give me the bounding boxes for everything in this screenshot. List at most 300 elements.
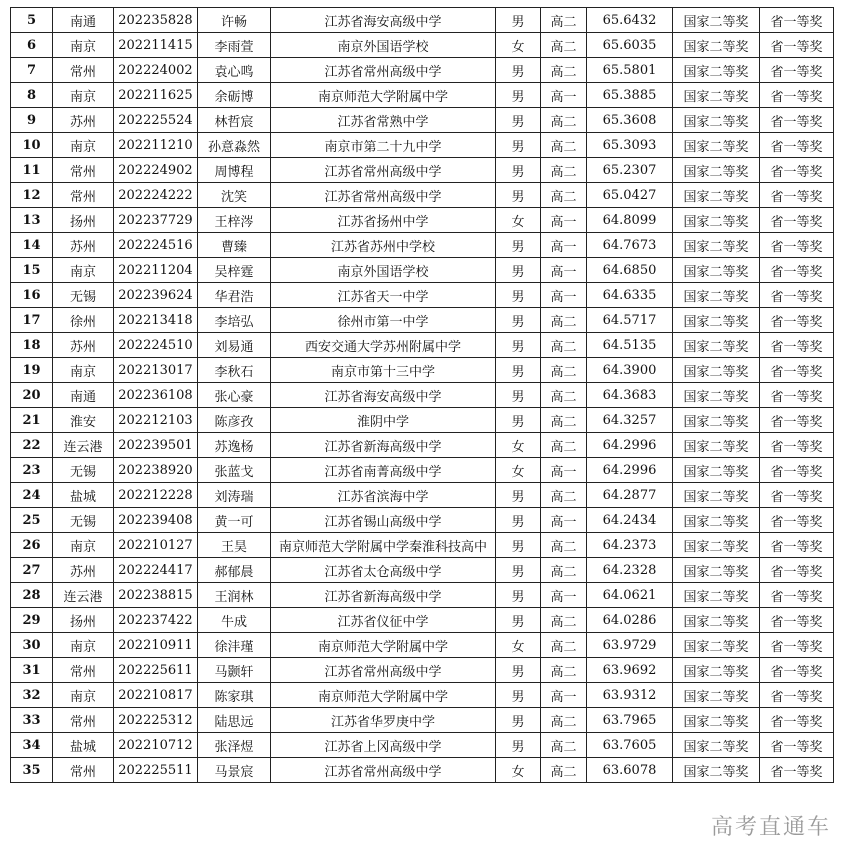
school-cell: 江苏省常州高级中学 (271, 183, 496, 208)
school-cell: 南京外国语学校 (271, 33, 496, 58)
grade-cell: 高二 (541, 33, 587, 58)
score-cell: 65.5801 (587, 58, 673, 83)
name-cell: 黄一可 (198, 508, 271, 533)
exam-id-cell: 202211625 (114, 83, 198, 108)
score-cell: 65.0427 (587, 183, 673, 208)
gender-cell: 男 (496, 358, 541, 383)
table-row (11, 233, 834, 258)
provincial-award-cell: 省一等奖 (760, 583, 834, 608)
national-award-cell: 国家二等奖 (673, 33, 760, 58)
provincial-award-cell: 省一等奖 (760, 733, 834, 758)
exam-id-cell: 202211204 (114, 258, 198, 283)
provincial-award-cell: 省一等奖 (760, 333, 834, 358)
table-row (11, 333, 834, 358)
rank-cell: 6 (11, 33, 53, 58)
rank-cell: 16 (11, 283, 53, 308)
exam-id-cell: 202239408 (114, 508, 198, 533)
school-cell: 江苏省天一中学 (271, 283, 496, 308)
city-cell: 南京 (53, 258, 114, 283)
school-cell: 江苏省新海高级中学 (271, 433, 496, 458)
table-row (11, 258, 834, 283)
table-row (11, 708, 834, 733)
name-cell: 王昊 (198, 533, 271, 558)
national-award-cell: 国家二等奖 (673, 358, 760, 383)
provincial-award-cell: 省一等奖 (760, 283, 834, 308)
rank-cell: 19 (11, 358, 53, 383)
name-cell: 陆思远 (198, 708, 271, 733)
name-cell: 牛成 (198, 608, 271, 633)
exam-id-cell: 202211415 (114, 33, 198, 58)
provincial-award-cell: 省一等奖 (760, 158, 834, 183)
grade-cell: 高二 (541, 633, 587, 658)
national-award-cell: 国家二等奖 (673, 183, 760, 208)
school-cell: 南京市第十三中学 (271, 358, 496, 383)
table-row (11, 183, 834, 208)
name-cell: 许畅 (198, 8, 271, 33)
table-row (11, 658, 834, 683)
school-cell: 南京师范大学附属中学 (271, 633, 496, 658)
name-cell: 徐沣瑾 (198, 633, 271, 658)
gender-cell: 男 (496, 708, 541, 733)
score-cell: 64.5717 (587, 308, 673, 333)
name-cell: 林哲宸 (198, 108, 271, 133)
table-row (11, 583, 834, 608)
name-cell: 马景宸 (198, 758, 271, 783)
name-cell: 刘易通 (198, 333, 271, 358)
grade-cell: 高二 (541, 758, 587, 783)
exam-id-cell: 202225611 (114, 658, 198, 683)
table-row (11, 758, 834, 783)
gender-cell: 女 (496, 633, 541, 658)
table-row (11, 608, 834, 633)
school-cell: 江苏省南菁高级中学 (271, 458, 496, 483)
table-row (11, 33, 834, 58)
school-cell: 江苏省常熟中学 (271, 108, 496, 133)
provincial-award-cell: 省一等奖 (760, 308, 834, 333)
score-cell: 65.2307 (587, 158, 673, 183)
score-cell: 63.9729 (587, 633, 673, 658)
provincial-award-cell: 省一等奖 (760, 33, 834, 58)
city-cell: 常州 (53, 58, 114, 83)
name-cell: 孙意淼然 (198, 133, 271, 158)
name-cell: 陈家琪 (198, 683, 271, 708)
grade-cell: 高二 (541, 408, 587, 433)
school-cell: 江苏省常州高级中学 (271, 158, 496, 183)
gender-cell: 女 (496, 208, 541, 233)
grade-cell: 高二 (541, 733, 587, 758)
school-cell: 江苏省海安高级中学 (271, 8, 496, 33)
gender-cell: 女 (496, 33, 541, 58)
provincial-award-cell: 省一等奖 (760, 258, 834, 283)
national-award-cell: 国家二等奖 (673, 283, 760, 308)
score-cell: 64.0286 (587, 608, 673, 633)
grade-cell: 高二 (541, 108, 587, 133)
grade-cell: 高二 (541, 383, 587, 408)
name-cell: 马颢轩 (198, 658, 271, 683)
rank-cell: 9 (11, 108, 53, 133)
city-cell: 南京 (53, 683, 114, 708)
table-row (11, 533, 834, 558)
grade-cell: 高二 (541, 358, 587, 383)
school-cell: 淮阴中学 (271, 408, 496, 433)
school-cell: 江苏省太仓高级中学 (271, 558, 496, 583)
school-cell: 江苏省扬州中学 (271, 208, 496, 233)
table-row (11, 683, 834, 708)
city-cell: 盐城 (53, 483, 114, 508)
name-cell: 吴梓霆 (198, 258, 271, 283)
table-body (11, 8, 834, 783)
city-cell: 徐州 (53, 308, 114, 333)
national-award-cell: 国家二等奖 (673, 8, 760, 33)
name-cell: 王润林 (198, 583, 271, 608)
table-row (11, 308, 834, 333)
gender-cell: 男 (496, 158, 541, 183)
school-cell: 江苏省滨海中学 (271, 483, 496, 508)
provincial-award-cell: 省一等奖 (760, 133, 834, 158)
score-cell: 64.2877 (587, 483, 673, 508)
national-award-cell: 国家二等奖 (673, 708, 760, 733)
city-cell: 南京 (53, 33, 114, 58)
score-cell: 65.6035 (587, 33, 673, 58)
provincial-award-cell: 省一等奖 (760, 108, 834, 133)
grade-cell: 高一 (541, 683, 587, 708)
school-cell: 江苏省华罗庚中学 (271, 708, 496, 733)
city-cell: 常州 (53, 183, 114, 208)
provincial-award-cell: 省一等奖 (760, 683, 834, 708)
exam-id-cell: 202224002 (114, 58, 198, 83)
school-cell: 南京师范大学附属中学秦淮科技高中 (271, 533, 496, 558)
exam-id-cell: 202210817 (114, 683, 198, 708)
grade-cell: 高二 (541, 158, 587, 183)
exam-id-cell: 202210127 (114, 533, 198, 558)
grade-cell: 高二 (541, 433, 587, 458)
rank-cell: 26 (11, 533, 53, 558)
exam-id-cell: 202210712 (114, 733, 198, 758)
gender-cell: 男 (496, 108, 541, 133)
national-award-cell: 国家二等奖 (673, 733, 760, 758)
exam-id-cell: 202224417 (114, 558, 198, 583)
provincial-award-cell: 省一等奖 (760, 558, 834, 583)
table-row (11, 208, 834, 233)
city-cell: 无锡 (53, 458, 114, 483)
national-award-cell: 国家二等奖 (673, 233, 760, 258)
city-cell: 常州 (53, 758, 114, 783)
table-row (11, 558, 834, 583)
rank-cell: 22 (11, 433, 53, 458)
table-row (11, 458, 834, 483)
rank-cell: 21 (11, 408, 53, 433)
city-cell: 苏州 (53, 233, 114, 258)
gender-cell: 男 (496, 733, 541, 758)
city-cell: 淮安 (53, 408, 114, 433)
name-cell: 华君浩 (198, 283, 271, 308)
name-cell: 李培弘 (198, 308, 271, 333)
gender-cell: 男 (496, 258, 541, 283)
score-cell: 65.6432 (587, 8, 673, 33)
rank-cell: 10 (11, 133, 53, 158)
score-cell: 64.8099 (587, 208, 673, 233)
city-cell: 无锡 (53, 283, 114, 308)
rank-cell: 11 (11, 158, 53, 183)
rank-cell: 18 (11, 333, 53, 358)
exam-id-cell: 202210911 (114, 633, 198, 658)
rank-cell: 28 (11, 583, 53, 608)
grade-cell: 高一 (541, 258, 587, 283)
rank-cell: 8 (11, 83, 53, 108)
gender-cell: 男 (496, 483, 541, 508)
provincial-award-cell: 省一等奖 (760, 708, 834, 733)
school-cell: 南京师范大学附属中学 (271, 683, 496, 708)
rank-cell: 14 (11, 233, 53, 258)
provincial-award-cell: 省一等奖 (760, 483, 834, 508)
school-cell: 江苏省海安高级中学 (271, 383, 496, 408)
provincial-award-cell: 省一等奖 (760, 533, 834, 558)
score-cell: 64.2996 (587, 433, 673, 458)
grade-cell: 高二 (541, 333, 587, 358)
table-row (11, 433, 834, 458)
name-cell: 苏逸杨 (198, 433, 271, 458)
provincial-award-cell: 省一等奖 (760, 58, 834, 83)
score-cell: 64.6335 (587, 283, 673, 308)
national-award-cell: 国家二等奖 (673, 258, 760, 283)
provincial-award-cell: 省一等奖 (760, 458, 834, 483)
national-award-cell: 国家二等奖 (673, 533, 760, 558)
provincial-award-cell: 省一等奖 (760, 383, 834, 408)
exam-id-cell: 202239624 (114, 283, 198, 308)
score-cell: 64.7673 (587, 233, 673, 258)
score-cell: 64.2434 (587, 508, 673, 533)
national-award-cell: 国家二等奖 (673, 108, 760, 133)
grade-cell: 高二 (541, 183, 587, 208)
table-row (11, 8, 834, 33)
school-cell: 江苏省苏州中学校 (271, 233, 496, 258)
table-row (11, 158, 834, 183)
grade-cell: 高二 (541, 608, 587, 633)
rank-cell: 12 (11, 183, 53, 208)
national-award-cell: 国家二等奖 (673, 158, 760, 183)
gender-cell: 男 (496, 308, 541, 333)
exam-id-cell: 202237422 (114, 608, 198, 633)
national-award-cell: 国家二等奖 (673, 308, 760, 333)
gender-cell: 女 (496, 458, 541, 483)
rank-cell: 27 (11, 558, 53, 583)
provincial-award-cell: 省一等奖 (760, 758, 834, 783)
exam-id-cell: 202213017 (114, 358, 198, 383)
score-cell: 63.7965 (587, 708, 673, 733)
name-cell: 李秋石 (198, 358, 271, 383)
score-cell: 64.2373 (587, 533, 673, 558)
score-cell: 63.9692 (587, 658, 673, 683)
national-award-cell: 国家二等奖 (673, 558, 760, 583)
provincial-award-cell: 省一等奖 (760, 608, 834, 633)
school-cell: 江苏省锡山高级中学 (271, 508, 496, 533)
score-cell: 64.2996 (587, 458, 673, 483)
table-row (11, 358, 834, 383)
city-cell: 连云港 (53, 583, 114, 608)
gender-cell: 男 (496, 183, 541, 208)
school-cell: 江苏省仪征中学 (271, 608, 496, 633)
national-award-cell: 国家二等奖 (673, 608, 760, 633)
score-cell: 64.0621 (587, 583, 673, 608)
city-cell: 南京 (53, 358, 114, 383)
city-cell: 连云港 (53, 433, 114, 458)
grade-cell: 高一 (541, 508, 587, 533)
table-row (11, 83, 834, 108)
score-cell: 65.3885 (587, 83, 673, 108)
national-award-cell: 国家二等奖 (673, 333, 760, 358)
rank-cell: 23 (11, 458, 53, 483)
gender-cell: 男 (496, 583, 541, 608)
rank-cell: 24 (11, 483, 53, 508)
grade-cell: 高二 (541, 658, 587, 683)
school-cell: 江苏省常州高级中学 (271, 758, 496, 783)
grade-cell: 高二 (541, 708, 587, 733)
city-cell: 南通 (53, 8, 114, 33)
grade-cell: 高一 (541, 208, 587, 233)
rank-cell: 20 (11, 383, 53, 408)
grade-cell: 高一 (541, 283, 587, 308)
grade-cell: 高二 (541, 8, 587, 33)
school-cell: 南京市第二十九中学 (271, 133, 496, 158)
rank-cell: 33 (11, 708, 53, 733)
table-row (11, 733, 834, 758)
gender-cell: 男 (496, 58, 541, 83)
city-cell: 扬州 (53, 608, 114, 633)
table-row (11, 283, 834, 308)
gender-cell: 男 (496, 658, 541, 683)
table-row (11, 383, 834, 408)
score-cell: 64.6850 (587, 258, 673, 283)
score-cell: 63.6078 (587, 758, 673, 783)
exam-id-cell: 202225524 (114, 108, 198, 133)
grade-cell: 高一 (541, 233, 587, 258)
name-cell: 陈彦孜 (198, 408, 271, 433)
name-cell: 沈笑 (198, 183, 271, 208)
national-award-cell: 国家二等奖 (673, 683, 760, 708)
gender-cell: 男 (496, 383, 541, 408)
name-cell: 郝郁晨 (198, 558, 271, 583)
national-award-cell: 国家二等奖 (673, 208, 760, 233)
provincial-award-cell: 省一等奖 (760, 508, 834, 533)
table-row (11, 483, 834, 508)
provincial-award-cell: 省一等奖 (760, 233, 834, 258)
name-cell: 袁心鸣 (198, 58, 271, 83)
provincial-award-cell: 省一等奖 (760, 633, 834, 658)
city-cell: 南通 (53, 383, 114, 408)
exam-id-cell: 202213418 (114, 308, 198, 333)
national-award-cell: 国家二等奖 (673, 133, 760, 158)
table-row (11, 133, 834, 158)
national-award-cell: 国家二等奖 (673, 658, 760, 683)
grade-cell: 高二 (541, 308, 587, 333)
gender-cell: 男 (496, 408, 541, 433)
school-cell: 徐州市第一中学 (271, 308, 496, 333)
gender-cell: 男 (496, 233, 541, 258)
grade-cell: 高一 (541, 458, 587, 483)
exam-id-cell: 202237729 (114, 208, 198, 233)
rank-cell: 5 (11, 8, 53, 33)
school-cell: 江苏省常州高级中学 (271, 58, 496, 83)
table-row (11, 108, 834, 133)
score-cell: 64.5135 (587, 333, 673, 358)
city-cell: 南京 (53, 133, 114, 158)
exam-id-cell: 202224222 (114, 183, 198, 208)
exam-id-cell: 202211210 (114, 133, 198, 158)
name-cell: 曹臻 (198, 233, 271, 258)
exam-id-cell: 202212228 (114, 483, 198, 508)
table-row (11, 58, 834, 83)
national-award-cell: 国家二等奖 (673, 433, 760, 458)
exam-id-cell: 202225511 (114, 758, 198, 783)
rank-cell: 7 (11, 58, 53, 83)
city-cell: 苏州 (53, 558, 114, 583)
rank-cell: 13 (11, 208, 53, 233)
national-award-cell: 国家二等奖 (673, 758, 760, 783)
name-cell: 余砺博 (198, 83, 271, 108)
grade-cell: 高二 (541, 533, 587, 558)
school-cell: 西安交通大学苏州附属中学 (271, 333, 496, 358)
gender-cell: 男 (496, 533, 541, 558)
city-cell: 盐城 (53, 733, 114, 758)
gender-cell: 男 (496, 83, 541, 108)
city-cell: 苏州 (53, 108, 114, 133)
exam-id-cell: 202235828 (114, 8, 198, 33)
gender-cell: 男 (496, 133, 541, 158)
city-cell: 常州 (53, 158, 114, 183)
provincial-award-cell: 省一等奖 (760, 408, 834, 433)
provincial-award-cell: 省一等奖 (760, 658, 834, 683)
national-award-cell: 国家二等奖 (673, 483, 760, 508)
city-cell: 常州 (53, 658, 114, 683)
rank-cell: 34 (11, 733, 53, 758)
provincial-award-cell: 省一等奖 (760, 83, 834, 108)
exam-id-cell: 202225312 (114, 708, 198, 733)
score-cell: 64.3683 (587, 383, 673, 408)
national-award-cell: 国家二等奖 (673, 633, 760, 658)
score-cell: 64.2328 (587, 558, 673, 583)
city-cell: 扬州 (53, 208, 114, 233)
grade-cell: 高二 (541, 58, 587, 83)
gender-cell: 女 (496, 433, 541, 458)
exam-id-cell: 202239501 (114, 433, 198, 458)
provincial-award-cell: 省一等奖 (760, 183, 834, 208)
gender-cell: 男 (496, 683, 541, 708)
score-cell: 63.7605 (587, 733, 673, 758)
score-cell: 65.3093 (587, 133, 673, 158)
table-row (11, 508, 834, 533)
grade-cell: 高一 (541, 83, 587, 108)
national-award-cell: 国家二等奖 (673, 383, 760, 408)
national-award-cell: 国家二等奖 (673, 408, 760, 433)
grade-cell: 高二 (541, 558, 587, 583)
rank-cell: 29 (11, 608, 53, 633)
gender-cell: 男 (496, 8, 541, 33)
gender-cell: 男 (496, 508, 541, 533)
provincial-award-cell: 省一等奖 (760, 433, 834, 458)
score-cell: 65.3608 (587, 108, 673, 133)
name-cell: 张心豪 (198, 383, 271, 408)
exam-id-cell: 202236108 (114, 383, 198, 408)
name-cell: 王梓涔 (198, 208, 271, 233)
score-cell: 64.3257 (587, 408, 673, 433)
name-cell: 周博程 (198, 158, 271, 183)
gender-cell: 男 (496, 608, 541, 633)
name-cell: 李雨萱 (198, 33, 271, 58)
name-cell: 张泽煜 (198, 733, 271, 758)
school-cell: 江苏省常州高级中学 (271, 658, 496, 683)
exam-id-cell: 202238815 (114, 583, 198, 608)
score-cell: 64.3900 (587, 358, 673, 383)
